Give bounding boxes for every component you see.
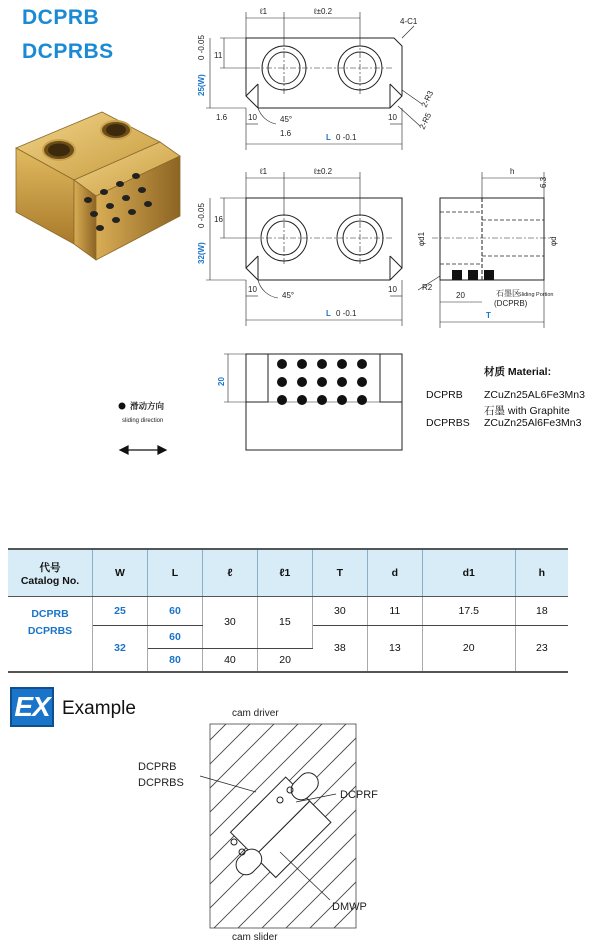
- svg-text:2-R5: 2-R5: [417, 111, 434, 131]
- header-ell1: ℓ1: [257, 549, 312, 597]
- cell-ell: 40: [202, 648, 257, 672]
- cell-l: 60: [147, 597, 202, 626]
- material-code-2: DCPRBS: [426, 417, 470, 429]
- cell-ell1: 20: [257, 648, 312, 672]
- svg-text:20: 20: [456, 291, 465, 300]
- svg-text:石墨区: 石墨区: [496, 289, 520, 298]
- cell-w: 25: [93, 597, 148, 626]
- svg-text:1.6: 1.6: [216, 113, 228, 122]
- cell-h: 18: [515, 597, 568, 626]
- example-diagram: [130, 700, 400, 945]
- header-d: d: [367, 549, 422, 597]
- svg-text:DMWP: DMWP: [332, 901, 367, 913]
- svg-text:10: 10: [388, 285, 397, 294]
- svg-text:cam slider: cam slider: [232, 932, 278, 943]
- svg-text:25(W): 25(W): [197, 74, 206, 96]
- cell-d: 13: [367, 625, 422, 672]
- cell-l: 80: [147, 648, 202, 672]
- svg-text:DCPRBS: DCPRBS: [138, 777, 184, 789]
- svg-text:20: 20: [217, 377, 226, 386]
- svg-text:ℓ±0.2: ℓ±0.2: [314, 7, 333, 16]
- title-dcprb: DCPRB: [22, 6, 100, 29]
- svg-text:L: L: [326, 309, 331, 318]
- svg-text:φd1: φd1: [417, 231, 426, 246]
- cell-ell1: 15: [257, 597, 312, 649]
- svg-text:cam driver: cam driver: [232, 708, 279, 719]
- code-dcprb: DCPRB: [8, 597, 93, 626]
- drawing-bottom-view: [188, 344, 428, 459]
- svg-text:DCPRB: DCPRB: [138, 761, 177, 773]
- cell-h: 23: [515, 625, 568, 672]
- svg-text:h: h: [510, 167, 515, 176]
- title-dcprbs: DCPRBS: [22, 40, 114, 63]
- table-row: [8, 597, 568, 626]
- svg-text:L: L: [326, 133, 331, 142]
- svg-text:Sliding Portion: Sliding Portion: [518, 292, 554, 298]
- sliding-direction-legend: [108, 398, 198, 460]
- svg-text:11: 11: [214, 51, 223, 60]
- svg-text:T: T: [486, 311, 491, 320]
- svg-text:4-C1: 4-C1: [400, 17, 418, 26]
- product-photo: [4, 104, 184, 274]
- svg-text:DCPRF: DCPRF: [340, 789, 378, 801]
- drawing-side-view: [412, 160, 562, 335]
- svg-text:6.3: 6.3: [539, 176, 548, 188]
- svg-text:ℓ1: ℓ1: [260, 167, 268, 176]
- material-text-2: 石墨 with Graphite: [484, 405, 570, 417]
- svg-text:2-R3: 2-R3: [419, 89, 436, 109]
- cell-l: 60: [147, 625, 202, 648]
- header-ell: ℓ: [202, 549, 257, 597]
- header-h: h: [515, 549, 568, 597]
- svg-text:45°: 45°: [280, 115, 293, 124]
- header-catalog: 代号 Catalog No.: [8, 549, 93, 597]
- svg-text:0 -0.05: 0 -0.05: [197, 203, 206, 228]
- svg-text:ℓ1: ℓ1: [260, 7, 268, 16]
- spec-table: [8, 548, 568, 673]
- material-heading: 材质 Material:: [484, 366, 552, 378]
- material-code-1: DCPRB: [426, 389, 463, 401]
- drawing-front-view: [188, 160, 418, 335]
- cell-d1: 17.5: [422, 597, 515, 626]
- svg-text:10: 10: [388, 113, 397, 122]
- example-badge: EX: [10, 687, 54, 727]
- code-dcprbs: DCPRBS: [8, 625, 93, 672]
- svg-text:1.6: 1.6: [280, 129, 292, 138]
- svg-text:10: 10: [248, 113, 257, 122]
- svg-text:sliding direction: sliding direction: [122, 418, 164, 424]
- svg-text:32(W): 32(W): [197, 242, 206, 264]
- example-title: Example: [62, 698, 136, 719]
- cell-t: 38: [312, 625, 367, 672]
- cell-t: 30: [312, 597, 367, 626]
- material-text-1: ZCuZn25AL6Fe3Mn3: [484, 389, 585, 401]
- cell-ell: 30: [202, 597, 257, 649]
- header-t: T: [312, 549, 367, 597]
- header-l: L: [147, 549, 202, 597]
- header-w: W: [93, 549, 148, 597]
- header-d1: d1: [422, 549, 515, 597]
- svg-text:(DCPRB): (DCPRB): [494, 299, 528, 308]
- svg-text:10: 10: [248, 285, 257, 294]
- drawing-top-view: [188, 0, 448, 160]
- svg-text:45°: 45°: [282, 291, 295, 300]
- svg-text:φd: φd: [549, 236, 558, 246]
- svg-text:0 -0.05: 0 -0.05: [197, 35, 206, 60]
- svg-text:滑动方向: 滑动方向: [130, 401, 165, 411]
- svg-text:0 -0.1: 0 -0.1: [336, 133, 357, 142]
- material-text-3: ZCuZn25Al6Fe3Mn3: [484, 417, 582, 429]
- svg-text:0 -0.1: 0 -0.1: [336, 309, 357, 318]
- svg-text:ℓ±0.2: ℓ±0.2: [314, 167, 333, 176]
- svg-text:R2: R2: [422, 283, 433, 292]
- svg-text:16: 16: [214, 215, 223, 224]
- cell-d1: 20: [422, 625, 515, 672]
- cell-w: 32: [93, 625, 148, 672]
- cell-d: 11: [367, 597, 422, 626]
